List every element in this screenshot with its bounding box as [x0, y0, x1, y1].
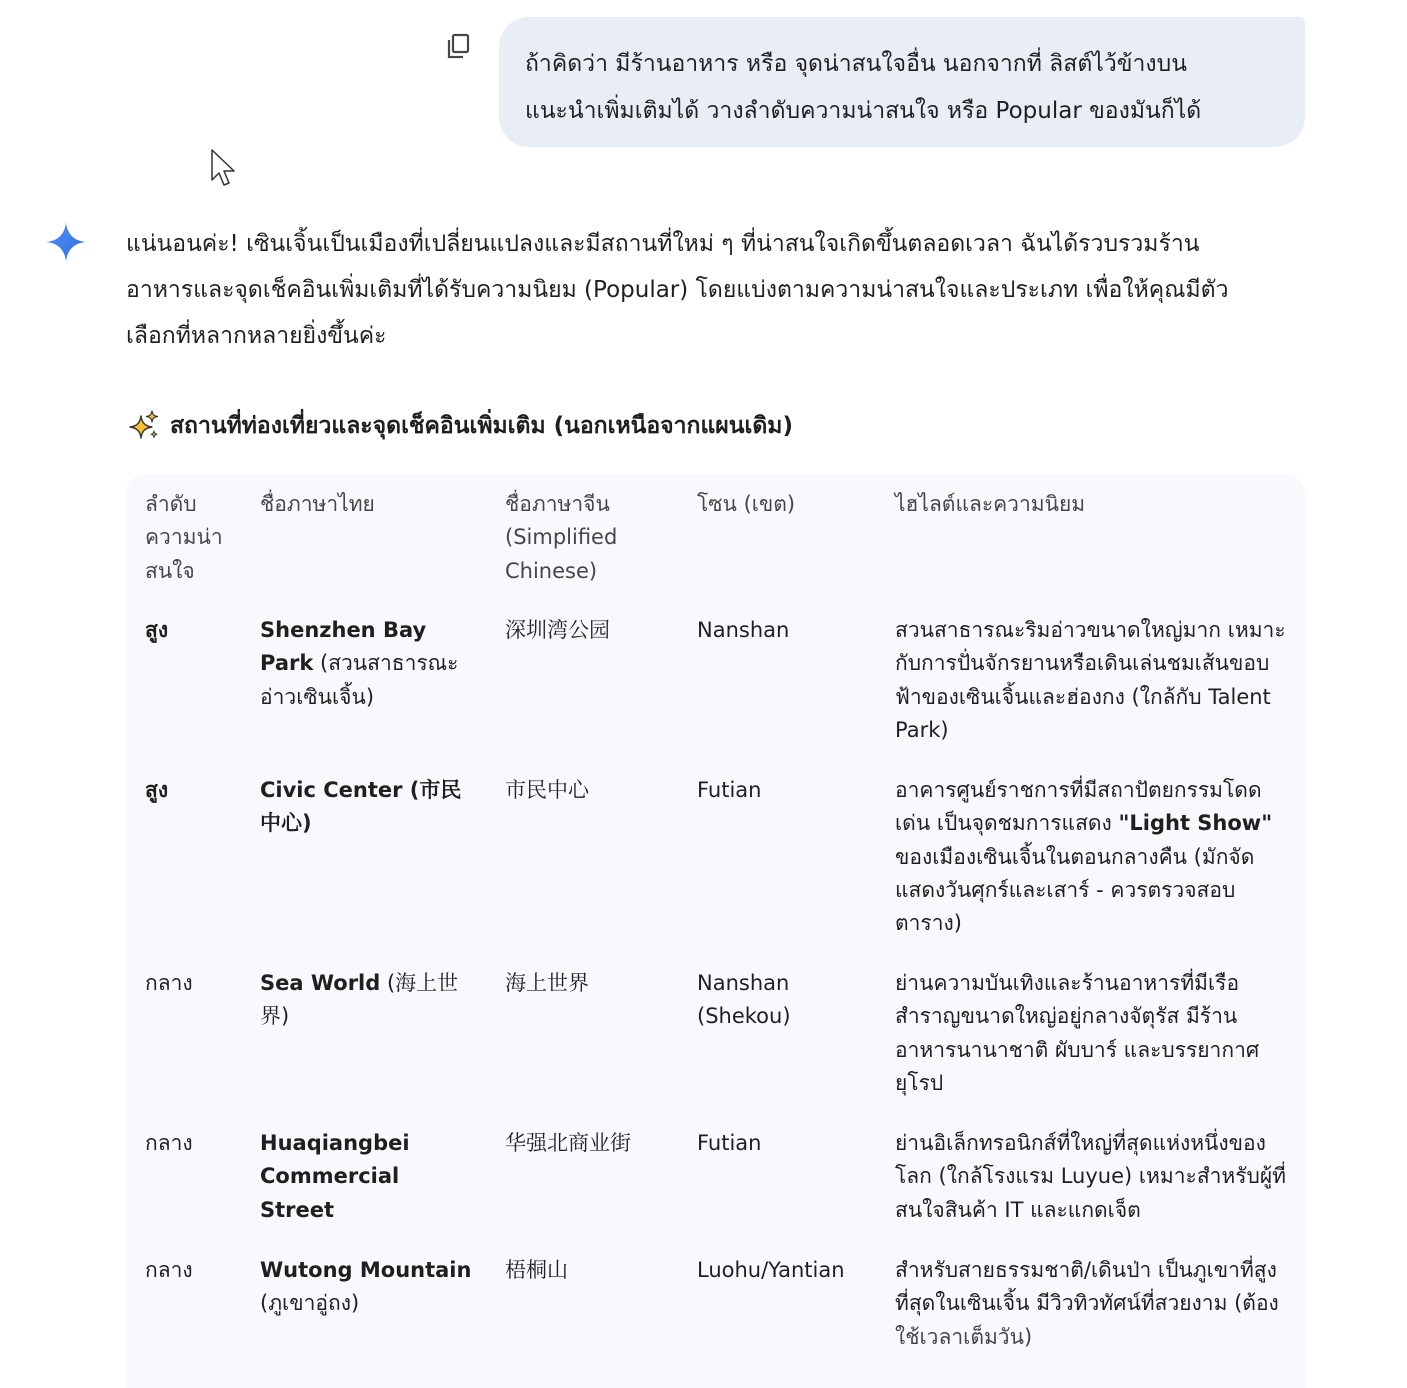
gemini-spark-icon: [44, 220, 88, 264]
row-highlight: อาคารศูนย์ราชการที่มีสถาปัตยกรรมโดด เด่น เป็นจุดชมการแสดง "Light Show" ของเมืองเซินเจิ้นในตอนกลางคืน (มักจัด แสดงวันศุกร์และเสาร์ - ควรตรวจสอบ ตาราง): [895, 778, 1273, 936]
row-chinese-name: 深圳湾公园: [505, 618, 610, 642]
intro-line: อาหารและจุดเช็คอินเพิ่มเติมที่ได้รับความนิยม (Popular) โดยแบ่งตามความน่าสนใจและประเภท เพื่อให้คุณมีตัว: [126, 277, 1229, 303]
row-zone: Futian: [697, 1131, 762, 1155]
section-title: สถานที่ท่องเที่ยวและจุดเช็คอินเพิ่มเติม (นอกเหนือจากแผนเดิม): [170, 413, 793, 439]
row-chinese-name: 市民中心: [505, 778, 589, 802]
intro-line: เลือกที่หลากหลายยิ่งขึ้นค่ะ: [126, 323, 387, 349]
section-heading: [128, 406, 793, 446]
row-rank: กลาง: [145, 1131, 193, 1155]
row-thai-name: Sea World (海上世 界): [260, 971, 459, 1029]
row-thai-name: Civic Center (市民 中心): [260, 778, 462, 836]
header-chinese-name: ชื่อภาษาจีน (Simplified Chinese): [505, 492, 618, 583]
attractions-table: [126, 475, 1305, 1388]
row-rank: สูง: [145, 778, 169, 802]
row-zone: Nanshan (Shekou): [697, 971, 791, 1029]
row-highlight: ย่านความบันเทิงและร้านอาหารที่มีเรือ สำราญขนาดใหญ่อยู่กลางจัตุรัส มีร้าน อาหารนานาชาติ ผับบาร์ และบรรยากาศ ยุโรป: [895, 971, 1260, 1095]
sparkles-icon: [128, 410, 160, 442]
row-chinese-name: 海上世界: [505, 971, 589, 995]
row-chinese-name: 梧桐山: [505, 1258, 568, 1282]
mouse-pointer-icon: [210, 148, 238, 190]
user-message-bubble: [499, 17, 1305, 147]
row-highlight: สวนสาธารณะริมอ่าวขนาดใหญ่มาก เหมาะ กับการปั่นจักรยานหรือเดินเล่นชมเส้นขอบ ฟ้าของเซินเจิ้นและฮ่องกง (ใกล้กับ Talent Park): [895, 618, 1286, 742]
response-intro: [126, 221, 1316, 359]
row-thai-name: Huaqiangbei Commercial Street: [260, 1131, 410, 1222]
row-zone: Luohu/Yantian: [697, 1258, 845, 1282]
row-rank: กลาง: [145, 1258, 193, 1282]
header-zone: โซน (เขต): [697, 492, 796, 516]
row-highlight: สำหรับสายธรรมชาติ/เดินป่า เป็นภูเขาที่สูง ที่สุดในเซินเจิ้น มีวิวทิวทัศน์ที่สวยงาม (ต้อง ใช้เวลาเต็มวัน): [895, 1258, 1279, 1349]
copy-icon[interactable]: [446, 33, 472, 61]
header-rank: ลำดับ ความน่า สนใจ: [145, 492, 223, 583]
row-zone: Nanshan: [697, 618, 790, 642]
header-thai-name: ชื่อภาษาไทย: [260, 492, 375, 516]
row-thai-name: Shenzhen Bay Park (สวนสาธารณะ อ่าวเซินเจิ้น): [260, 618, 459, 709]
row-zone: Futian: [697, 778, 762, 802]
header-highlight: ไฮไลต์และความนิยม: [895, 492, 1086, 516]
row-rank: สูง: [145, 618, 169, 642]
row-chinese-name: 华强北商业街: [505, 1131, 631, 1155]
user-message-line: แนะนำเพิ่มเติมได้ วางลำดับความน่าสนใจ หรือ Popular ของมันก็ได้: [525, 98, 1202, 124]
row-highlight: ย่านอิเล็กทรอนิกส์ที่ใหญ่ที่สุดแห่งหนึ่งของ โลก (ใกล้โรงแรม Luyue) เหมาะสำหรับผู้ที่ สนใจสินค้า IT และแกดเจ็ต: [895, 1131, 1287, 1222]
row-thai-name: Wutong Mountain (ภูเขาอู่ถง): [260, 1258, 472, 1316]
row-rank: กลาง: [145, 971, 193, 995]
intro-line: แน่นอนค่ะ! เซินเจิ้นเป็นเมืองที่เปลี่ยนแปลงและมีสถานที่ใหม่ ๆ ที่น่าสนใจเกิดขึ้นตลอดเวลา ฉันได้รวบรวมร้าน: [126, 231, 1200, 257]
user-message-line: ถ้าคิดว่า มีร้านอาหาร หรือ จุดน่าสนใจอื่น นอกจากที่ ลิสต์ไว้ข้างบน: [525, 51, 1187, 77]
